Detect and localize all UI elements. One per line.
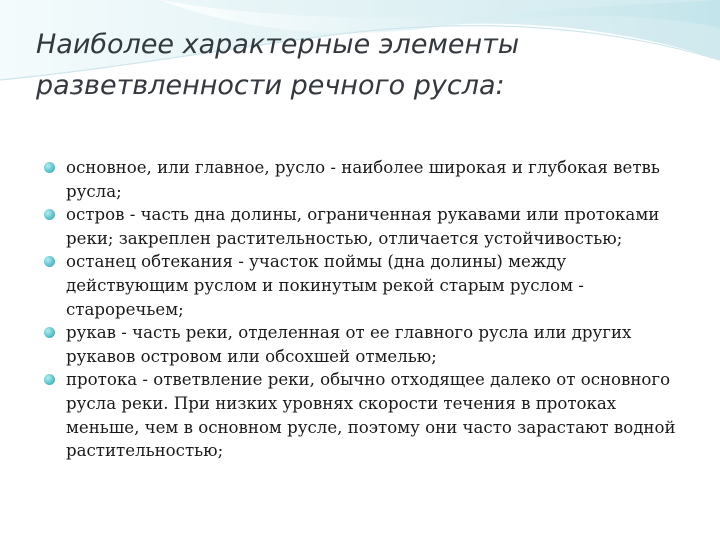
bullet-dot-icon bbox=[44, 327, 55, 338]
list-item bbox=[44, 321, 684, 368]
list-item-text: останец обтекания - участок поймы (дна долины) между действующим руслом и покинутым рекой старым руслом - староречьем; bbox=[66, 252, 584, 319]
list-item-text: остров - часть дна долины, ограниченная рукавами или протоками реки; закреплен растительностью, отличается устойчивостью; bbox=[66, 205, 660, 248]
list-item bbox=[44, 203, 684, 250]
list-item-text: протока - ответвление реки, обычно отходящее далеко от основного русла реки. При низких уровнях скорости течения в протоках меньше, чем в основном русле, поэтому они часто зарастают водной растительностью; bbox=[66, 370, 676, 461]
list-item bbox=[44, 250, 684, 321]
bullet-dot-icon bbox=[44, 209, 55, 220]
slide-title-line-2: разветвленности речного русла: bbox=[36, 70, 505, 101]
definition-list bbox=[44, 156, 684, 463]
bullet-dot-icon bbox=[44, 374, 55, 385]
slide-title-line-1: Наиболее характерные элементы bbox=[36, 29, 520, 60]
list-item-text: основное, или главное, русло - наиболее широкая и глубокая ветвь русла; bbox=[66, 158, 660, 201]
list-item bbox=[44, 368, 684, 462]
bullet-dot-icon bbox=[44, 256, 55, 267]
list-item bbox=[44, 156, 684, 203]
slide-title bbox=[36, 24, 676, 106]
bullet-dot-icon bbox=[44, 162, 55, 173]
list-item-text: рукав - часть реки, отделенная от ее главного русла или других рукавов островом или обсохшей отмелью; bbox=[66, 323, 632, 366]
